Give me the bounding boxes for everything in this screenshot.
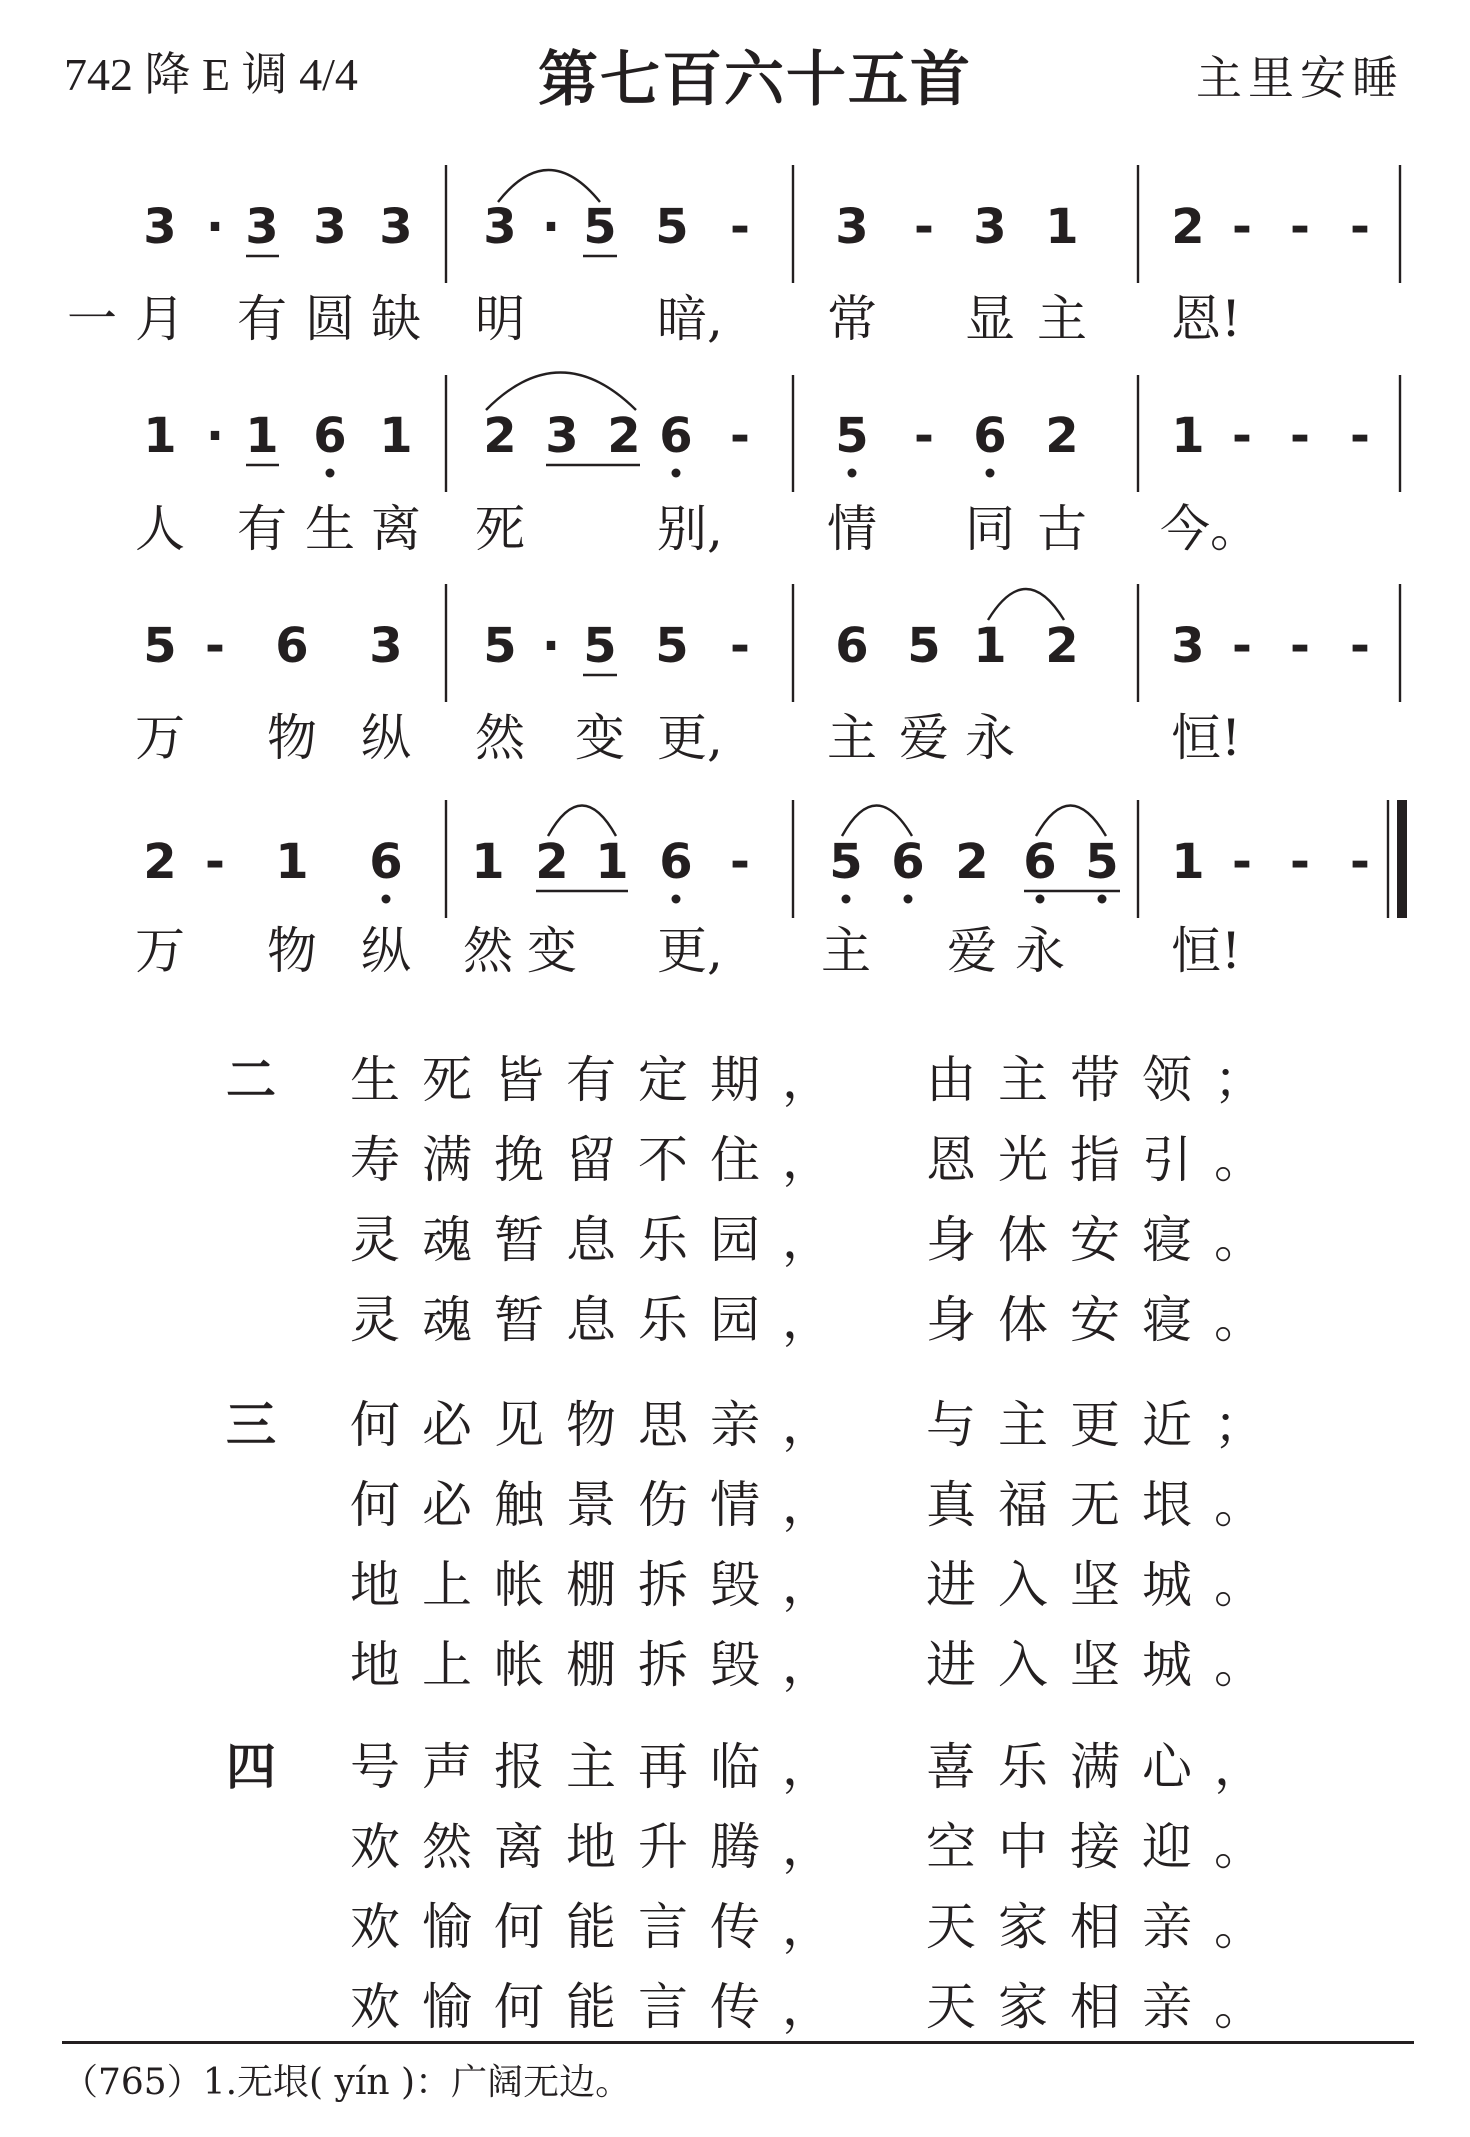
dash: -: [205, 834, 225, 890]
note: 2: [1171, 199, 1205, 255]
low-octave-dot: [986, 469, 995, 478]
verse-phrase-second: 喜乐满心，: [926, 1738, 1286, 1796]
verse-phrase-second: 空中接迎。: [926, 1818, 1286, 1876]
note: 1: [1171, 408, 1205, 464]
lyric: 永: [965, 709, 1015, 767]
note: 6: [313, 408, 347, 464]
dash: -: [1232, 834, 1252, 890]
verse-line: [350, 1385, 1286, 1465]
low-octave-dot: [848, 469, 857, 478]
dot: ·: [541, 618, 561, 674]
lyric: 同: [965, 500, 1015, 558]
dot: ·: [541, 199, 561, 255]
verse-line: [350, 1625, 1286, 1705]
verse-phrase-first: 号声报主再临，: [350, 1738, 854, 1796]
lyric: 别,: [657, 500, 723, 558]
lyric: 离: [371, 500, 421, 558]
note: 2: [955, 834, 989, 890]
note: 6: [973, 408, 1007, 464]
dash: -: [205, 618, 225, 674]
dash: -: [1290, 834, 1310, 890]
dash: -: [1232, 408, 1252, 464]
verse-number: 三: [226, 1396, 276, 1454]
note: 5: [1085, 834, 1119, 890]
dash: -: [1350, 199, 1370, 255]
lyric: 主: [821, 922, 871, 980]
dash: -: [730, 199, 750, 255]
lyric: 生: [305, 500, 355, 558]
note: 1: [1045, 199, 1079, 255]
note: 1: [595, 834, 629, 890]
verse-phrase-second: 由主带领；: [926, 1051, 1286, 1109]
verse-phrase-first: 欢愉何能言传，: [350, 1978, 854, 2036]
lyric: 万: [135, 709, 185, 767]
lyric: 显: [965, 290, 1015, 348]
lyric: 纵: [361, 922, 411, 980]
verse-line: [350, 1967, 1286, 2047]
verse-line: [350, 1727, 1286, 1807]
note: 1: [275, 834, 309, 890]
lyric: 有: [237, 290, 287, 348]
verse-phrase-second: 恩光指引。: [926, 1131, 1286, 1189]
hymn-name: 主里安睡: [1196, 51, 1404, 105]
verse-line: [350, 1280, 1286, 1360]
note: 3: [313, 199, 347, 255]
verse-number: 四: [226, 1738, 276, 1796]
note: 3: [245, 199, 279, 255]
lyric: 常: [827, 290, 877, 348]
lyrics-line-2: [135, 500, 1260, 558]
lyric: 有: [237, 500, 287, 558]
low-octave-dot: [672, 895, 681, 904]
lyric: 人: [135, 500, 185, 558]
lyrics-line-1: [67, 290, 1241, 348]
verse-phrase-first: 何必见物思亲，: [350, 1396, 854, 1454]
low-octave-dot: [326, 469, 335, 478]
slur: [988, 589, 1064, 620]
low-octave-dot: [672, 469, 681, 478]
note: 1: [143, 408, 177, 464]
note: 1: [973, 618, 1007, 674]
lyrics-line-3: [135, 709, 1241, 767]
score-line-2: [143, 373, 1400, 493]
dash: -: [730, 834, 750, 890]
dot: ·: [205, 408, 225, 464]
lyric: 暗,: [657, 290, 723, 348]
footnote-rule: [62, 2041, 1414, 2044]
note: 3: [369, 618, 403, 674]
lyric: 今。: [1160, 500, 1260, 558]
note: 1: [379, 408, 413, 464]
lyric: 情: [827, 500, 877, 558]
note: 1: [1171, 834, 1205, 890]
slur: [842, 806, 912, 837]
note: 3: [483, 199, 517, 255]
lyric: 更,: [657, 922, 723, 980]
slur: [486, 373, 636, 411]
note: 1: [471, 834, 505, 890]
note: 5: [829, 834, 863, 890]
lyric: 变: [575, 709, 625, 767]
dash: -: [1290, 199, 1310, 255]
lyrics-line-4: [135, 922, 1241, 980]
dash: -: [1290, 408, 1310, 464]
note: 1: [245, 408, 279, 464]
dash: -: [730, 618, 750, 674]
note: 5: [907, 618, 941, 674]
note: 6: [835, 618, 869, 674]
note: 3: [545, 408, 579, 464]
numbered-notation-score: [0, 0, 1470, 1000]
verse-phrase-second: 真福无垠。: [926, 1476, 1286, 1534]
lyric: 爱: [899, 709, 949, 767]
lyric: 万: [135, 922, 185, 980]
dash: -: [730, 408, 750, 464]
low-octave-dot: [842, 895, 851, 904]
note: 6: [659, 834, 693, 890]
lyric: 永: [1015, 922, 1065, 980]
lyric: 圆: [305, 290, 355, 348]
note: 3: [835, 199, 869, 255]
verse-phrase-first: 地上帐棚拆毁，: [350, 1636, 854, 1694]
verse-phrase-first: 何必触景伤情，: [350, 1476, 854, 1534]
verse-phrase-second: 进入坚城。: [926, 1636, 1286, 1694]
verse-line: [350, 1807, 1286, 1887]
slur: [1036, 806, 1106, 837]
verse-line: [350, 1040, 1286, 1120]
verse-phrase-second: 天家相亲。: [926, 1978, 1286, 2036]
verse-phrase-second: 天家相亲。: [926, 1898, 1286, 1956]
lyric: 主: [827, 709, 877, 767]
lyric: 物: [267, 922, 317, 980]
verse-phrase-first: 欢然离地升腾，: [350, 1818, 854, 1876]
note: 5: [835, 408, 869, 464]
note: 6: [1023, 834, 1057, 890]
score-line-4: [143, 800, 1402, 918]
hymn-number-key-time: 742 降 E 调 4/4: [64, 49, 358, 100]
dash: -: [914, 408, 934, 464]
lyric: 更,: [657, 709, 723, 767]
verse-phrase-second: 身体安寝。: [926, 1211, 1286, 1269]
low-octave-dot: [904, 895, 913, 904]
dash: -: [1350, 618, 1370, 674]
lyric: 一: [67, 290, 117, 348]
lyric: 然: [463, 922, 513, 980]
note: 5: [143, 618, 177, 674]
verse-phrase-first: 灵魂暂息乐园，: [350, 1211, 854, 1269]
verse-phrase-second: 身体安寝。: [926, 1291, 1286, 1349]
verse-phrase-second: 进入坚城。: [926, 1556, 1286, 1614]
lyric: 恩!: [1170, 290, 1242, 348]
verse-phrase-first: 灵魂暂息乐园，: [350, 1291, 854, 1349]
note: 3: [379, 199, 413, 255]
score-line-3: [143, 584, 1400, 702]
lyric: 明: [475, 290, 525, 348]
footnote: （765）1.无垠( yín )：广阔无边。: [62, 2062, 632, 2103]
low-octave-dot: [1098, 895, 1107, 904]
lyric: 纵: [361, 709, 411, 767]
dash: -: [1232, 199, 1252, 255]
dash: -: [914, 199, 934, 255]
lyric: 主: [1037, 290, 1087, 348]
low-octave-dot: [382, 895, 391, 904]
verse-line: [350, 1465, 1286, 1545]
lyric: 爱: [947, 922, 997, 980]
lyric: 恒!: [1170, 709, 1242, 767]
note: 2: [143, 834, 177, 890]
verse-line: [350, 1120, 1286, 1200]
note: 5: [655, 199, 689, 255]
note: 3: [143, 199, 177, 255]
note: 5: [483, 618, 517, 674]
note: 2: [483, 408, 517, 464]
lyric: 物: [267, 709, 317, 767]
verse-line: [350, 1887, 1286, 1967]
note: 3: [1171, 618, 1205, 674]
note: 6: [369, 834, 403, 890]
lyric: 古: [1037, 500, 1087, 558]
dash: -: [1232, 618, 1252, 674]
note: 6: [891, 834, 925, 890]
lyric: 变: [527, 922, 577, 980]
lyric: 然: [475, 709, 525, 767]
verse-number: 二: [226, 1051, 276, 1109]
verse-line: [350, 1545, 1286, 1625]
lyric: 死: [475, 500, 525, 558]
verse-phrase-first: 寿满挽留不住，: [350, 1131, 854, 1189]
verse-phrase-first: 欢愉何能言传，: [350, 1898, 854, 1956]
dot: ·: [205, 199, 225, 255]
lyric: 缺: [371, 290, 421, 348]
note: 2: [535, 834, 569, 890]
note: 3: [973, 199, 1007, 255]
score-line-1: [143, 165, 1400, 283]
note: 6: [659, 408, 693, 464]
verse-phrase-second: 与主更近；: [926, 1396, 1286, 1454]
lyric: 恒!: [1170, 922, 1242, 980]
note: 5: [655, 618, 689, 674]
verse-line: [350, 1200, 1286, 1280]
note: 5: [583, 618, 617, 674]
hymn-title: 第七百六十五首: [538, 45, 972, 115]
dash: -: [1290, 618, 1310, 674]
note: 2: [607, 408, 641, 464]
verse-phrase-first: 地上帐棚拆毁，: [350, 1556, 854, 1614]
lyric: 月: [135, 290, 185, 348]
slur: [498, 170, 600, 202]
dash: -: [1350, 408, 1370, 464]
dash: -: [1350, 834, 1370, 890]
low-octave-dot: [1036, 895, 1045, 904]
note: 2: [1045, 408, 1079, 464]
note: 5: [583, 199, 617, 255]
verse-phrase-first: 生死皆有定期，: [350, 1051, 854, 1109]
note: 6: [275, 618, 309, 674]
slur: [548, 806, 616, 837]
note: 2: [1045, 618, 1079, 674]
